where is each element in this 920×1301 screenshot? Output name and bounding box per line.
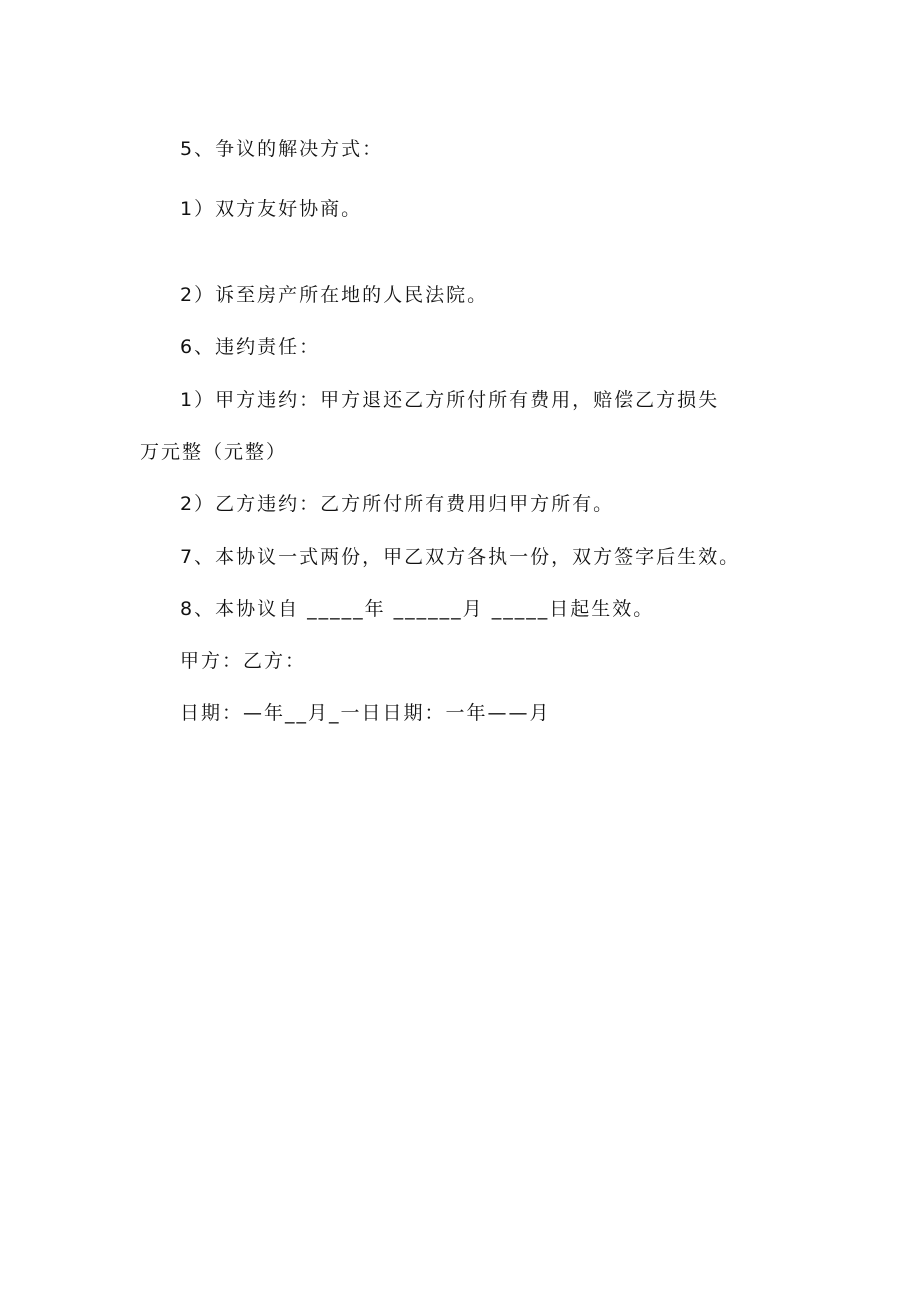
clause-6-2: 2）乙方违约：乙方所付所有费用归甲方所有。 bbox=[180, 493, 615, 515]
clause-6-1-continued: 万元整（元整） bbox=[140, 441, 288, 463]
section-5-heading: 5、争议的解决方式： bbox=[180, 138, 384, 160]
clause-5-1: 1）双方友好协商。 bbox=[180, 198, 363, 220]
clause-5-2: 2）诉至房产所在地的人民法院。 bbox=[180, 284, 489, 306]
party-signature-line: 甲方：乙方： bbox=[180, 650, 307, 672]
section-7: 7、本协议一式两份，甲乙双方各执一份，双方签字后生效。 bbox=[180, 546, 741, 568]
section-8: 8、本协议自 _____年 ______月 _____日起生效。 bbox=[180, 598, 655, 620]
section-6-heading: 6、违约责任： bbox=[180, 336, 321, 358]
clause-6-1: 1）甲方违约：甲方退还乙方所付所有费用，赔偿乙方损失 bbox=[180, 389, 720, 411]
date-signature-line: 日期：—年__月_一日日期：一年——月 bbox=[180, 702, 551, 724]
